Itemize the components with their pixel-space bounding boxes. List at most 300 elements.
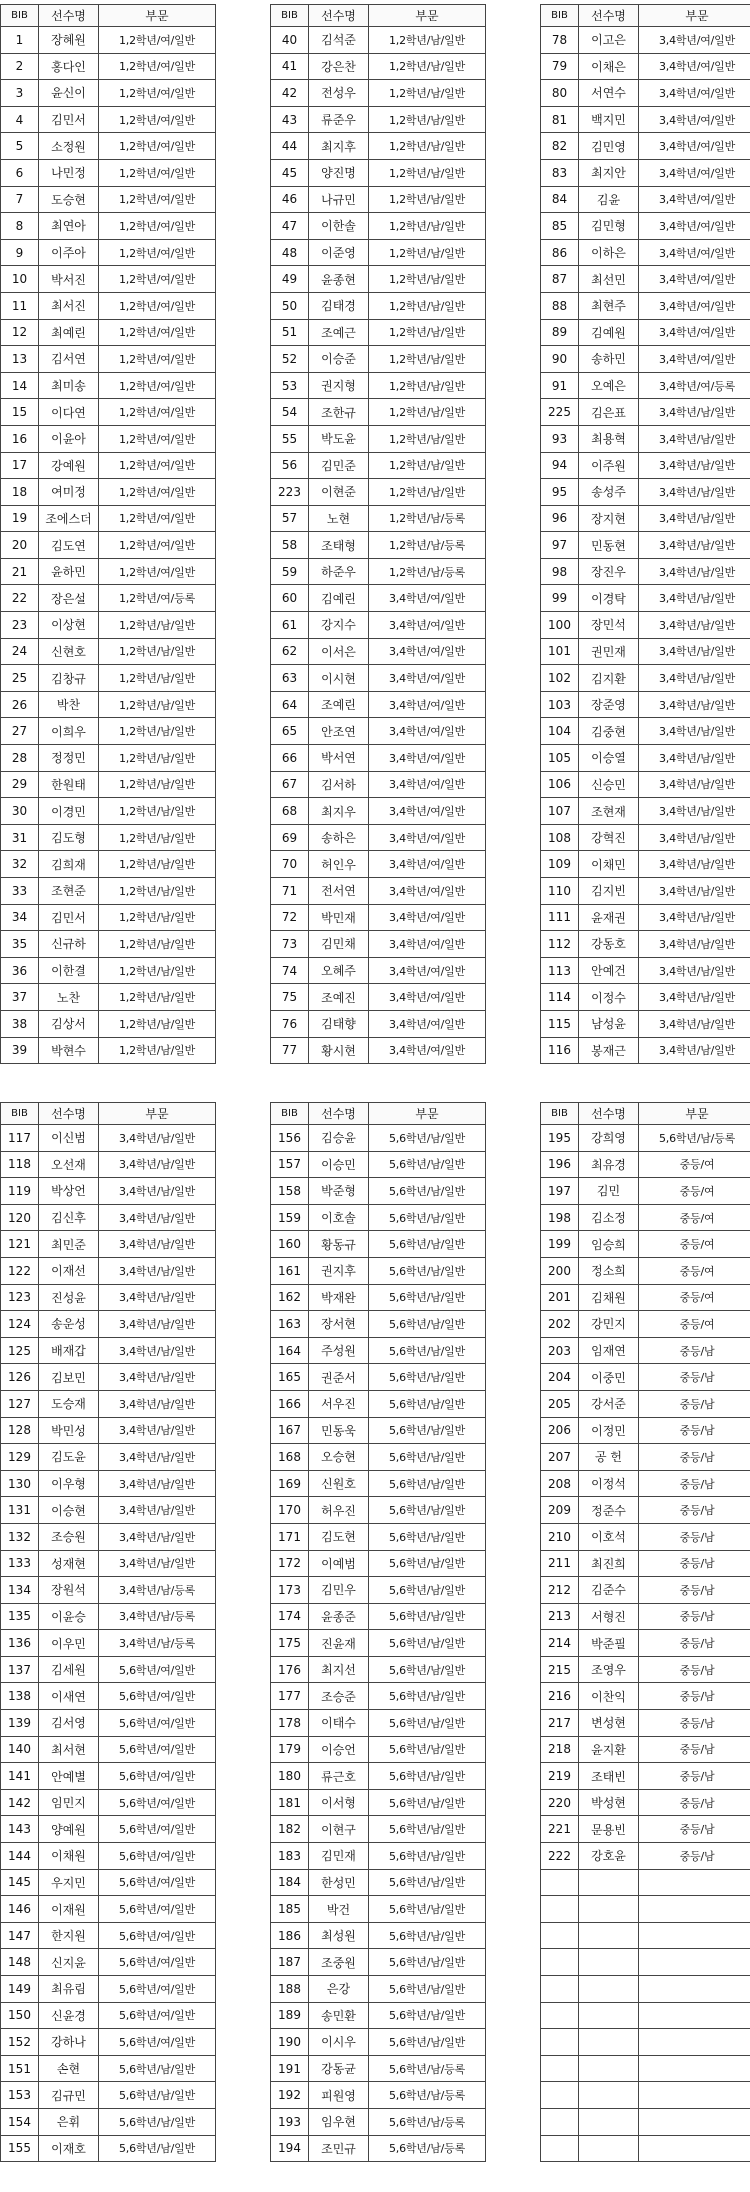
cell-bib: 16 xyxy=(1,425,39,452)
cell-division: 3,4학년/여/일반 xyxy=(369,718,486,745)
cell-bib: 68 xyxy=(271,798,309,825)
cell-name xyxy=(579,2135,639,2162)
cell-division: 중등/여 xyxy=(639,1151,750,1178)
cell-name: 최서현 xyxy=(39,1736,99,1763)
cell-bib: 174 xyxy=(271,1603,309,1630)
table-row xyxy=(271,1284,486,1311)
cell-bib xyxy=(541,2029,579,2056)
table-row xyxy=(541,585,750,612)
cell-bib: 175 xyxy=(271,1630,309,1657)
cell-bib: 80 xyxy=(541,80,579,107)
table-row xyxy=(271,691,486,718)
cell-division: 3,4학년/남/등록 xyxy=(99,1577,216,1604)
header-division: 부문 xyxy=(99,1103,216,1125)
cell-name: 장원석 xyxy=(39,1577,99,1604)
table-row xyxy=(541,53,750,80)
cell-bib: 110 xyxy=(541,878,579,905)
cell-bib: 66 xyxy=(271,745,309,772)
cell-bib: 98 xyxy=(541,558,579,585)
cell-bib: 187 xyxy=(271,1949,309,1976)
cell-division: 5,6학년/남/일반 xyxy=(369,1869,486,1896)
cell-bib: 85 xyxy=(541,213,579,240)
table-row xyxy=(1,745,216,772)
cell-bib: 27 xyxy=(1,718,39,745)
cell-name: 정준수 xyxy=(579,1497,639,1524)
cell-name: 이승민 xyxy=(309,1151,369,1178)
cell-bib: 200 xyxy=(541,1257,579,1284)
table-row xyxy=(271,1151,486,1178)
cell-name: 소정원 xyxy=(39,133,99,160)
table-row xyxy=(541,1390,750,1417)
table-row xyxy=(541,638,750,665)
cell-bib xyxy=(541,1869,579,1896)
cell-bib: 89 xyxy=(541,319,579,346)
table-row xyxy=(541,1949,750,1976)
table-row xyxy=(271,399,486,426)
cell-bib: 176 xyxy=(271,1656,309,1683)
cell-bib: 83 xyxy=(541,159,579,186)
cell-division: 3,4학년/남/일반 xyxy=(639,1037,750,1064)
cell-division: 3,4학년/남/일반 xyxy=(99,1523,216,1550)
cell-name: 안조연 xyxy=(309,718,369,745)
cell-name xyxy=(579,2108,639,2135)
cell-name: 나민정 xyxy=(39,159,99,186)
cell-division: 중등/남 xyxy=(639,1523,750,1550)
cell-bib: 5 xyxy=(1,133,39,160)
cell-bib: 31 xyxy=(1,824,39,851)
cell-name: 강서준 xyxy=(579,1390,639,1417)
table-row xyxy=(1,2055,216,2082)
cell-name: 김도형 xyxy=(39,824,99,851)
table-row xyxy=(271,1869,486,1896)
table-row xyxy=(541,505,750,532)
table-row xyxy=(271,1630,486,1657)
table-row xyxy=(541,425,750,452)
cell-division: 3,4학년/남/일반 xyxy=(99,1470,216,1497)
cell-bib: 122 xyxy=(1,1257,39,1284)
cell-bib: 56 xyxy=(271,452,309,479)
cell-name: 하준우 xyxy=(309,558,369,585)
table-row xyxy=(271,1231,486,1258)
table-row xyxy=(271,1178,486,1205)
header-name: 선수명 xyxy=(309,1103,369,1125)
cell-name: 최예린 xyxy=(39,319,99,346)
cell-name: 김승윤 xyxy=(309,1125,369,1152)
cell-name: 황동규 xyxy=(309,1231,369,1258)
cell-bib: 60 xyxy=(271,585,309,612)
cell-name: 김창규 xyxy=(39,665,99,692)
cell-bib: 129 xyxy=(1,1444,39,1471)
cell-division: 중등/남 xyxy=(639,1337,750,1364)
cell-bib: 208 xyxy=(541,1470,579,1497)
cell-bib: 28 xyxy=(1,745,39,772)
table-row xyxy=(1,319,216,346)
cell-bib: 101 xyxy=(541,638,579,665)
cell-division xyxy=(639,2002,750,2029)
cell-bib: 33 xyxy=(1,878,39,905)
cell-bib: 20 xyxy=(1,532,39,559)
cell-bib: 19 xyxy=(1,505,39,532)
table-row xyxy=(1,1550,216,1577)
cell-division: 1,2학년/남/일반 xyxy=(369,425,486,452)
table-row xyxy=(541,1417,750,1444)
cell-bib: 46 xyxy=(271,186,309,213)
cell-division: 중등/남 xyxy=(639,1816,750,1843)
cell-bib xyxy=(541,1976,579,2003)
cell-division: 3,4학년/여/일반 xyxy=(369,665,486,692)
table-row xyxy=(1,691,216,718)
table-row xyxy=(1,372,216,399)
cell-division: 1,2학년/여/일반 xyxy=(99,106,216,133)
table-row xyxy=(271,878,486,905)
cell-name xyxy=(579,1949,639,1976)
cell-name: 윤종현 xyxy=(309,266,369,293)
cell-division: 1,2학년/여/일반 xyxy=(99,505,216,532)
table-row xyxy=(541,1710,750,1737)
cell-bib: 100 xyxy=(541,612,579,639)
cell-bib: 42 xyxy=(271,80,309,107)
cell-bib: 35 xyxy=(1,931,39,958)
table-row xyxy=(1,2135,216,2162)
cell-division: 3,4학년/남/일반 xyxy=(639,851,750,878)
cell-bib: 75 xyxy=(271,984,309,1011)
cell-bib: 169 xyxy=(271,1470,309,1497)
cell-bib: 142 xyxy=(1,1789,39,1816)
table-row xyxy=(541,1125,750,1152)
table-row xyxy=(1,80,216,107)
cell-division xyxy=(639,2055,750,2082)
cell-division: 5,6학년/남/일반 xyxy=(369,1816,486,1843)
cell-bib: 41 xyxy=(271,53,309,80)
cell-division: 3,4학년/남/등록 xyxy=(99,1630,216,1657)
cell-division: 3,4학년/여/일반 xyxy=(369,878,486,905)
table-row xyxy=(1,1231,216,1258)
table-row xyxy=(271,585,486,612)
cell-bib: 209 xyxy=(541,1497,579,1524)
cell-bib: 123 xyxy=(1,1284,39,1311)
cell-name: 이중민 xyxy=(579,1364,639,1391)
cell-bib: 210 xyxy=(541,1523,579,1550)
cell-name: 최유경 xyxy=(579,1151,639,1178)
cell-name: 이시현 xyxy=(309,665,369,692)
cell-division: 1,2학년/여/일반 xyxy=(99,558,216,585)
table-row xyxy=(271,1390,486,1417)
cell-division: 1,2학년/남/일반 xyxy=(369,133,486,160)
cell-bib: 74 xyxy=(271,957,309,984)
table-row xyxy=(271,532,486,559)
cell-division: 3,4학년/남/일반 xyxy=(99,1390,216,1417)
table-row xyxy=(1,984,216,1011)
table-row xyxy=(271,479,486,506)
cell-bib: 25 xyxy=(1,665,39,692)
cell-division: 1,2학년/남/일반 xyxy=(369,372,486,399)
cell-name: 송민환 xyxy=(309,2002,369,2029)
cell-name: 이신범 xyxy=(39,1125,99,1152)
cell-division: 5,6학년/여/일반 xyxy=(99,1896,216,1923)
table-row xyxy=(541,1470,750,1497)
roster-table xyxy=(270,4,486,1064)
table-row xyxy=(271,798,486,825)
table-row xyxy=(1,1710,216,1737)
header-bib: BIB xyxy=(271,5,309,27)
cell-division: 5,6학년/남/일반 xyxy=(369,1976,486,2003)
cell-division: 3,4학년/남/일반 xyxy=(99,1151,216,1178)
cell-bib: 49 xyxy=(271,266,309,293)
cell-bib: 118 xyxy=(1,1151,39,1178)
cell-name: 윤재권 xyxy=(579,904,639,931)
cell-division: 3,4학년/남/일반 xyxy=(639,505,750,532)
cell-bib: 139 xyxy=(1,1710,39,1737)
cell-bib: 93 xyxy=(541,425,579,452)
cell-name: 김보민 xyxy=(39,1364,99,1391)
table-row xyxy=(1,1125,216,1152)
cell-bib: 51 xyxy=(271,319,309,346)
cell-division: 5,6학년/남/일반 xyxy=(369,1630,486,1657)
cell-bib: 48 xyxy=(271,239,309,266)
cell-division: 3,4학년/남/일반 xyxy=(99,1550,216,1577)
cell-division xyxy=(639,1922,750,1949)
cell-name: 이재호 xyxy=(39,2135,99,2162)
table-row xyxy=(1,585,216,612)
cell-name: 양예원 xyxy=(39,1816,99,1843)
cell-division: 5,6학년/여/일반 xyxy=(99,1683,216,1710)
table-row xyxy=(1,1869,216,1896)
cell-name xyxy=(579,1976,639,2003)
cell-name: 박준형 xyxy=(309,1178,369,1205)
cell-name: 이현구 xyxy=(309,1816,369,1843)
table-row xyxy=(1,1178,216,1205)
header-name: 선수명 xyxy=(39,1103,99,1125)
cell-division: 5,6학년/여/일반 xyxy=(99,1869,216,1896)
cell-division: 3,4학년/남/일반 xyxy=(639,532,750,559)
cell-bib: 17 xyxy=(1,452,39,479)
cell-name: 이새연 xyxy=(39,1683,99,1710)
cell-bib: 189 xyxy=(271,2002,309,2029)
cell-bib: 6 xyxy=(1,159,39,186)
cell-name: 이주원 xyxy=(579,452,639,479)
table-row xyxy=(1,1010,216,1037)
cell-name: 안예별 xyxy=(39,1763,99,1790)
cell-division: 5,6학년/남/일반 xyxy=(369,1603,486,1630)
cell-division xyxy=(639,2108,750,2135)
cell-bib: 105 xyxy=(541,745,579,772)
cell-bib: 221 xyxy=(541,1816,579,1843)
cell-division: 5,6학년/남/일반 xyxy=(369,1710,486,1737)
cell-bib: 181 xyxy=(271,1789,309,1816)
cell-division: 5,6학년/여/일반 xyxy=(99,1976,216,2003)
table-row xyxy=(1,532,216,559)
cell-name: 이희우 xyxy=(39,718,99,745)
table-row xyxy=(271,2108,486,2135)
table-row xyxy=(1,53,216,80)
cell-name: 김채원 xyxy=(579,1284,639,1311)
cell-name: 박재완 xyxy=(309,1284,369,1311)
cell-division: 5,6학년/남/일반 xyxy=(369,1390,486,1417)
cell-name: 김희재 xyxy=(39,851,99,878)
cell-name: 진성윤 xyxy=(39,1284,99,1311)
cell-name: 김태경 xyxy=(309,292,369,319)
cell-bib: 131 xyxy=(1,1497,39,1524)
cell-bib: 13 xyxy=(1,346,39,373)
cell-name: 김민서 xyxy=(39,904,99,931)
cell-bib: 8 xyxy=(1,213,39,240)
cell-division: 1,2학년/여/일반 xyxy=(99,159,216,186)
cell-bib: 192 xyxy=(271,2082,309,2109)
cell-division: 중등/남 xyxy=(639,1683,750,1710)
cell-bib: 14 xyxy=(1,372,39,399)
cell-name: 김중현 xyxy=(579,718,639,745)
table-row xyxy=(271,1843,486,1870)
table-row xyxy=(541,292,750,319)
cell-name: 오예은 xyxy=(579,372,639,399)
cell-division: 5,6학년/여/일반 xyxy=(99,1789,216,1816)
cell-division: 중등/남 xyxy=(639,1710,750,1737)
table-row xyxy=(1,1497,216,1524)
table-row xyxy=(1,1311,216,1338)
cell-name: 신현호 xyxy=(39,638,99,665)
cell-division: 5,6학년/남/일반 xyxy=(369,1364,486,1391)
cell-name: 배재갑 xyxy=(39,1337,99,1364)
cell-bib: 103 xyxy=(541,691,579,718)
table-row xyxy=(1,1204,216,1231)
cell-bib: 183 xyxy=(271,1843,309,1870)
cell-name: 김도연 xyxy=(39,532,99,559)
cell-division: 1,2학년/남/일반 xyxy=(99,931,216,958)
table-row xyxy=(541,1284,750,1311)
cell-name: 박도윤 xyxy=(309,425,369,452)
cell-bib: 201 xyxy=(541,1284,579,1311)
cell-division: 3,4학년/여/등록 xyxy=(639,372,750,399)
cell-bib: 136 xyxy=(1,1630,39,1657)
cell-name: 신지윤 xyxy=(39,1949,99,1976)
cell-division: 5,6학년/여/일반 xyxy=(99,1922,216,1949)
cell-bib: 207 xyxy=(541,1444,579,1471)
cell-name: 박서진 xyxy=(39,266,99,293)
cell-bib: 185 xyxy=(271,1896,309,1923)
table-row xyxy=(1,612,216,639)
cell-bib: 70 xyxy=(271,851,309,878)
cell-name: 조영우 xyxy=(579,1656,639,1683)
cell-bib: 119 xyxy=(1,1178,39,1205)
cell-division: 중등/남 xyxy=(639,1763,750,1790)
table-row xyxy=(541,1603,750,1630)
cell-bib: 140 xyxy=(1,1736,39,1763)
cell-bib: 94 xyxy=(541,452,579,479)
cell-name: 조현준 xyxy=(39,878,99,905)
table-row xyxy=(271,425,486,452)
cell-bib: 165 xyxy=(271,1364,309,1391)
cell-name: 송운성 xyxy=(39,1311,99,1338)
cell-bib xyxy=(541,1896,579,1923)
cell-name: 최민준 xyxy=(39,1231,99,1258)
cell-name: 장진우 xyxy=(579,558,639,585)
cell-division: 1,2학년/남/일반 xyxy=(369,266,486,293)
table-row xyxy=(541,798,750,825)
header-bib: BIB xyxy=(1,5,39,27)
cell-name: 백지민 xyxy=(579,106,639,133)
table-row xyxy=(541,851,750,878)
cell-name xyxy=(579,1896,639,1923)
cell-division: 3,4학년/남/일반 xyxy=(99,1257,216,1284)
cell-division: 1,2학년/남/일반 xyxy=(99,638,216,665)
cell-bib: 53 xyxy=(271,372,309,399)
table-row xyxy=(541,346,750,373)
cell-division: 3,4학년/여/일반 xyxy=(369,824,486,851)
cell-bib: 199 xyxy=(541,1231,579,1258)
table-row xyxy=(1,239,216,266)
table-row xyxy=(541,1630,750,1657)
cell-bib: 81 xyxy=(541,106,579,133)
table-row xyxy=(541,931,750,958)
cell-name: 최성원 xyxy=(309,1922,369,1949)
cell-name: 양진명 xyxy=(309,159,369,186)
cell-name xyxy=(579,2082,639,2109)
cell-division: 1,2학년/여/일반 xyxy=(99,479,216,506)
cell-division: 1,2학년/남/일반 xyxy=(99,904,216,931)
table-row xyxy=(271,612,486,639)
cell-division: 3,4학년/여/일반 xyxy=(369,957,486,984)
cell-name: 서우진 xyxy=(309,1390,369,1417)
cell-name: 이재선 xyxy=(39,1257,99,1284)
table-row xyxy=(271,1523,486,1550)
cell-name: 이서은 xyxy=(309,638,369,665)
cell-division: 중등/남 xyxy=(639,1603,750,1630)
cell-name: 김예원 xyxy=(579,319,639,346)
cell-bib: 149 xyxy=(1,1976,39,2003)
cell-name: 이채은 xyxy=(579,53,639,80)
table-row xyxy=(1,1577,216,1604)
cell-name: 김민채 xyxy=(309,931,369,958)
table-row xyxy=(541,612,750,639)
cell-division: 5,6학년/남/일반 xyxy=(369,1125,486,1152)
cell-bib: 124 xyxy=(1,1311,39,1338)
cell-bib: 76 xyxy=(271,1010,309,1037)
cell-division: 1,2학년/남/일반 xyxy=(99,718,216,745)
cell-division: 5,6학년/여/일반 xyxy=(99,1710,216,1737)
cell-name: 진윤재 xyxy=(309,1630,369,1657)
cell-division: 3,4학년/남/일반 xyxy=(99,1497,216,1524)
cell-division: 5,6학년/남/일반 xyxy=(99,2082,216,2109)
cell-name: 김민재 xyxy=(309,1843,369,1870)
cell-name: 김서하 xyxy=(309,771,369,798)
cell-bib: 95 xyxy=(541,479,579,506)
cell-name: 김소정 xyxy=(579,1204,639,1231)
cell-name: 조태빈 xyxy=(579,1763,639,1790)
cell-bib: 52 xyxy=(271,346,309,373)
cell-name xyxy=(579,2029,639,2056)
table-row xyxy=(271,27,486,54)
cell-bib: 97 xyxy=(541,532,579,559)
cell-division: 중등/여 xyxy=(639,1311,750,1338)
cell-bib: 127 xyxy=(1,1390,39,1417)
table-row xyxy=(271,186,486,213)
cell-name: 김윤 xyxy=(579,186,639,213)
cell-name: 강예원 xyxy=(39,452,99,479)
cell-division: 3,4학년/남/일반 xyxy=(639,691,750,718)
cell-bib: 69 xyxy=(271,824,309,851)
header-division: 부문 xyxy=(639,5,750,27)
cell-bib: 40 xyxy=(271,27,309,54)
table-row xyxy=(541,213,750,240)
cell-bib xyxy=(541,1949,579,1976)
table-row xyxy=(1,425,216,452)
cell-bib: 36 xyxy=(1,957,39,984)
cell-name: 이현준 xyxy=(309,479,369,506)
table-row xyxy=(271,2029,486,2056)
cell-division: 1,2학년/여/일반 xyxy=(99,53,216,80)
cell-name: 윤신이 xyxy=(39,80,99,107)
table-row xyxy=(1,1337,216,1364)
